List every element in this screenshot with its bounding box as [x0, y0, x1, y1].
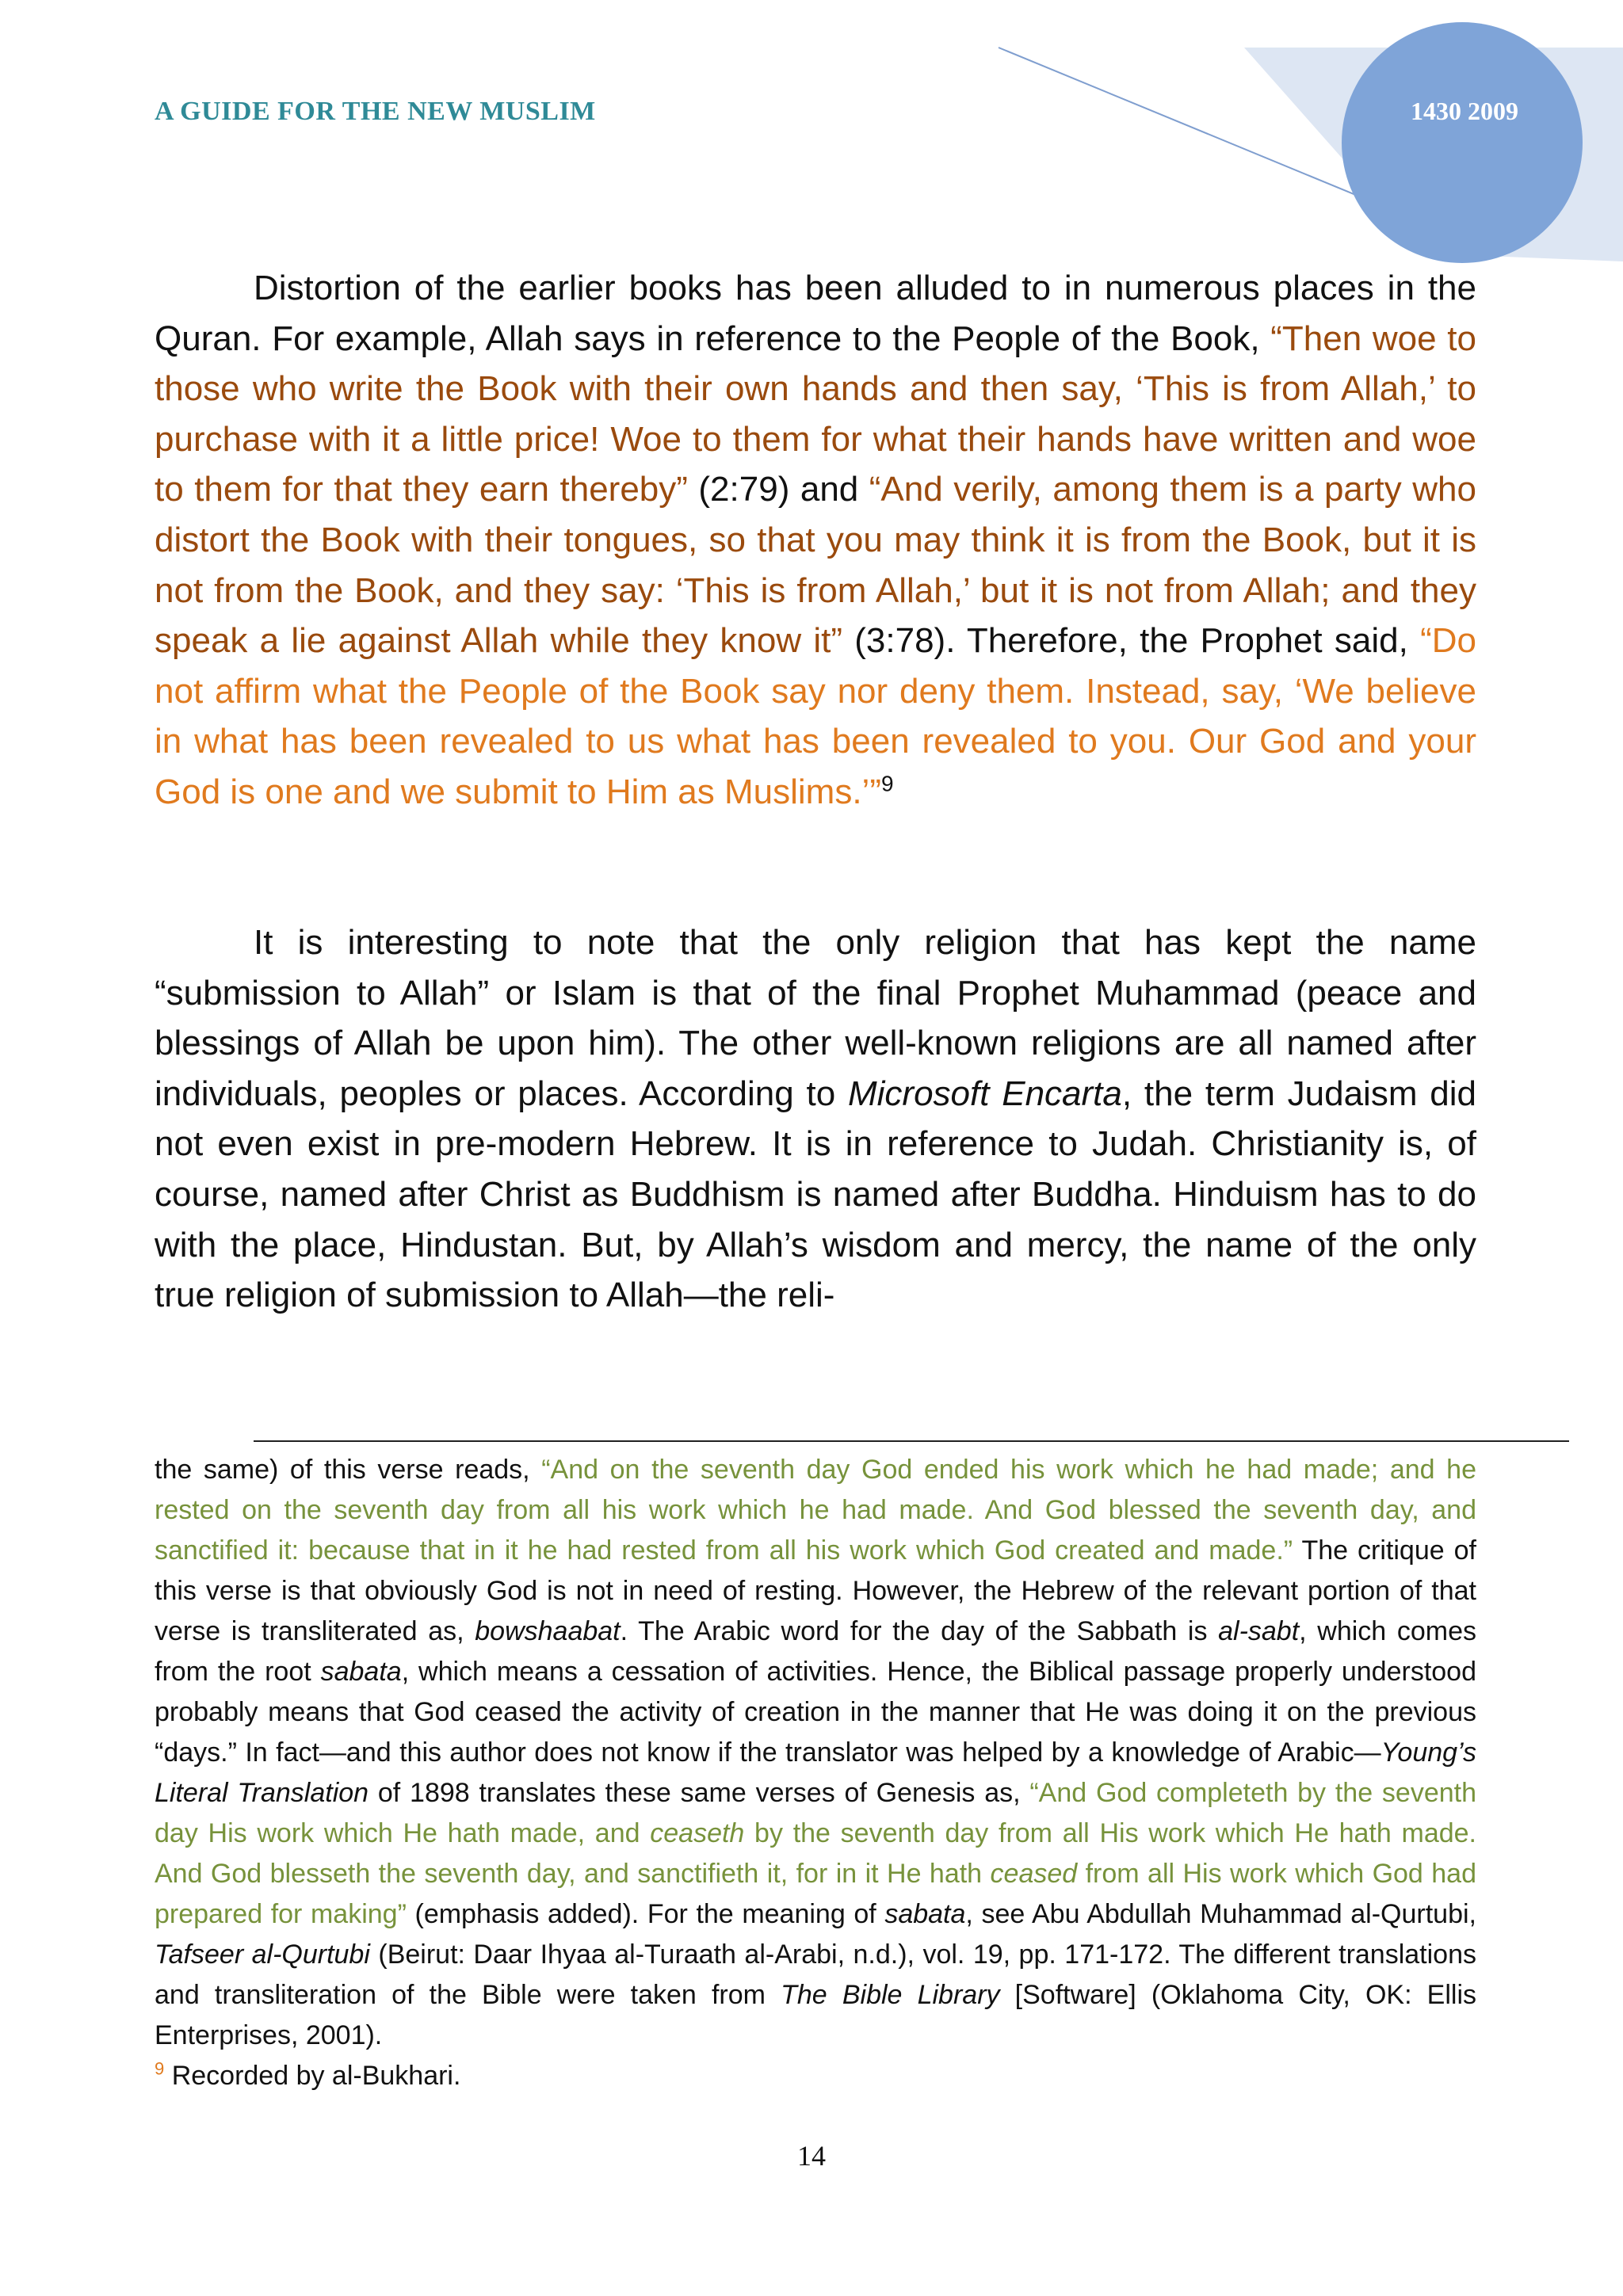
- fn8-italic-term: sabata: [320, 1657, 402, 1687]
- para2-text-2: , the term Judaism did not even exist in pre-modern Hebrew. It is in reference to Judah. Christianity is, of course, named after Christ as Buddhism is named after Buddha. Hinduism has to do with the place, Hindustan. But, by Allah’s wisdom and mercy, the name of the only true religion of submission to Allah—the reli-: [155, 1074, 1476, 1315]
- running-header-year: 1430 2009: [1411, 97, 1518, 125]
- footnote-ref-9: 9: [880, 771, 894, 796]
- fn8-text: , which means a cessation of activities. Hence, the Biblical passage properly understood probably means that God ceased the activity of creation in the manner that He was doing it on the previous “days.” In fact—and this author does not know if the translator was helped by a knowledge of Arabic—: [155, 1657, 1476, 1768]
- fn8-italic-term: al-sabt: [1218, 1616, 1300, 1646]
- fn8-italic-title: The Bible Library: [781, 1980, 1000, 2010]
- corner-circle: [1342, 22, 1583, 263]
- fn8-bible-quote-1: “And on the seventh day God ended his work which he had made; and he rested on the seventh day from all his work which he had made. And God blessed the seventh day, and sanctified it: because that in it he had rested from all his work which God created and made.”: [155, 1455, 1477, 1566]
- hadith-quote: “Do not affirm what the People of the Book say nor deny them. Instead, say, ‘We believe in what has been revealed to us what has been revealed to you. Our God and your God is one and we submit to Him as Muslims.’”: [155, 621, 1476, 811]
- fn8-quote-part: by the seventh day from all His work which He hath made. And God blesseth the seventh day, and sanctifieth it, for in it He hath: [155, 1818, 1476, 1889]
- footnote-8-continued: [155, 1450, 1476, 2056]
- footnote-9-number: 9: [155, 2058, 165, 2079]
- quran-quote-2-79: “Then woe to those who write the Book with their own hands and then say, ‘This is from Allah,’ to purchase with it a little price! Woe to them for what their hands have written and woe to them for that they earn thereby”: [155, 318, 1476, 509]
- page-number: 14: [797, 2140, 826, 2172]
- fn8-quote-emphasis: ceased: [990, 1859, 1078, 1889]
- fn8-text: [Software] (Oklahoma City, OK: Ellis Enterprises, 2001).: [155, 1980, 1477, 2050]
- running-header-title: A GUIDE FOR THE NEW MUSLIM: [155, 97, 596, 126]
- fn8-text: , see Abu Abdullah Muhammad al-Qurtubi,: [965, 1899, 1476, 1929]
- para1-text-3: (3:78). Therefore, the Prophet said,: [842, 621, 1421, 661]
- fn8-text: , which comes from the root: [155, 1616, 1477, 1687]
- para1-text-1: Distortion of the earlier books has been alluded to in numerous places in the Quran. For example, Allah says in reference to the People of the Book,: [155, 269, 1476, 358]
- fn8-text: the same) of this verse reads,: [155, 1455, 542, 1485]
- para1-text-2: (2:79) and: [687, 470, 869, 509]
- fn8-quote-part: “And God completeth by the seventh day His work which He hath made, and: [155, 1778, 1477, 1848]
- footnote-separator: [254, 1440, 1569, 1442]
- footnote-9-text: Recorded by al-Bukhari.: [164, 2061, 461, 2091]
- para2-italic-encarta: Microsoft Encarta: [847, 1074, 1122, 1113]
- fn8-italic-term: bowshaabat: [475, 1616, 621, 1646]
- fn8-quote-part: from all His work which God had prepared for making”: [155, 1859, 1476, 1929]
- body-paragraph-1: [155, 263, 1476, 818]
- quran-quote-3-78: “And verily, among them is a party who distort the Book with their tongues, so that you may think it is from the Book, but it is not from the Book, and they say: ‘This is from Allah,’ but it is not from Allah; and they speak a lie against Allah while they know it”: [155, 470, 1476, 661]
- fn8-text: of 1898 translates these same verses of Genesis as,: [369, 1778, 1030, 1808]
- fn8-text: (Beirut: Daar Ihyaa al-Turaath al-Arabi, n.d.), vol. 19, pp. 171-172. The different translations and transliteration of the Bible were taken from: [155, 1939, 1477, 2010]
- para2-text-1: It is interesting to note that the only religion that has kept the name “submission to Allah” or Islam is that of the final Prophet Muhammad (peace and blessings of Allah be upon him). The other well-known religions are all named after individuals, peoples or places. According to: [155, 923, 1476, 1113]
- fn8-italic-title: Tafseer al-Qurtubi: [155, 1939, 370, 1970]
- fn8-text: The critique of this verse is that obviously God is not in need of resting. However, the Hebrew of the relevant portion of that verse is transliterated as,: [155, 1535, 1476, 1646]
- fn8-italic-title: Young’s Literal Translation: [155, 1737, 1476, 1808]
- fn8-text: (emphasis added). For the meaning of: [406, 1899, 885, 1929]
- body-paragraph-2: [155, 917, 1476, 1321]
- fn8-italic-term: sabata: [884, 1899, 966, 1929]
- footnotes-section: [155, 1450, 1476, 2096]
- corner-decoration: [983, 0, 1623, 301]
- footnote-9: [155, 2056, 1476, 2096]
- fn8-quote-emphasis: ceaseth: [650, 1818, 745, 1848]
- fn8-text: . The Arabic word for the day of the Sabbath is: [620, 1616, 1219, 1646]
